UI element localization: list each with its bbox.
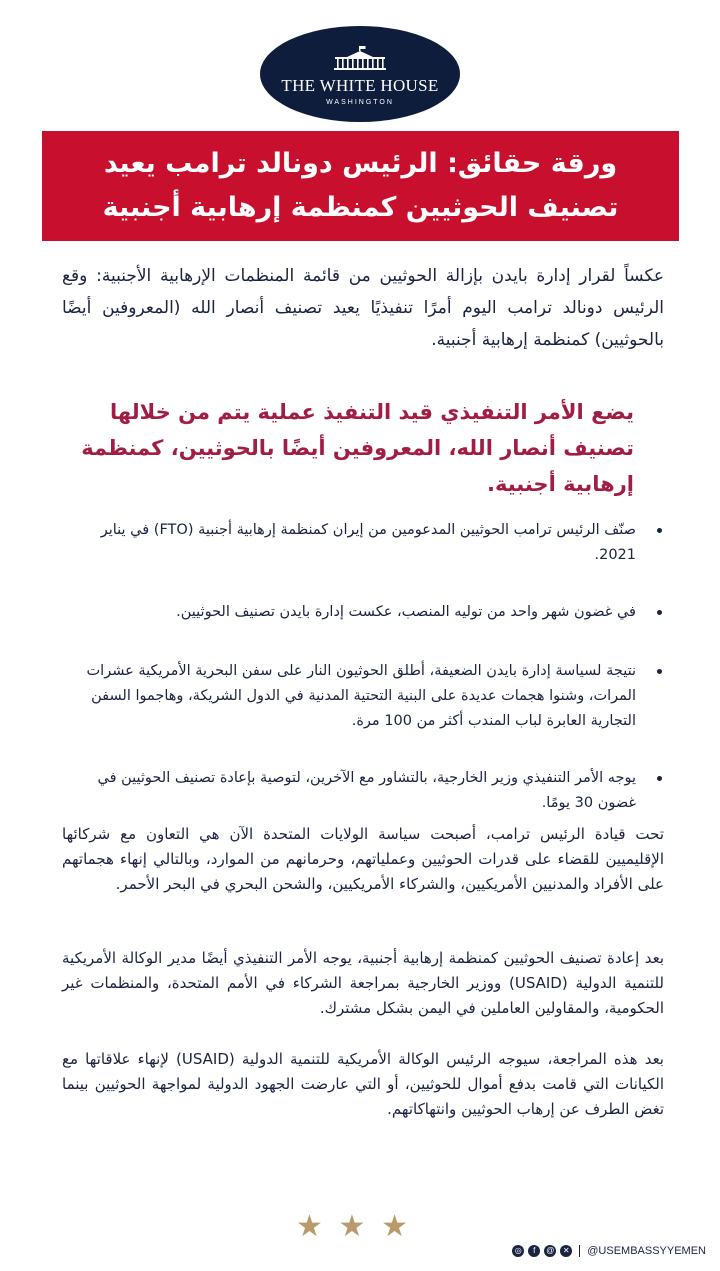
body-paragraph-review: بعد إعادة تصنيف الحوثيين كمنظمة إرهابية أجنبية، يوجه الأمر التنفيذي أيضًا مدير الوكالة الأمريكية للتنمية الدولية (USAID) ووزير الخارجية بمراجعة الشركاء في الأمم المتحدة، والمنظمات غير الحكومية، والمقاولين العاملين في اليمن بشكل مشترك. xyxy=(62,949,665,1017)
stars-decoration xyxy=(296,1209,408,1244)
list-item xyxy=(62,766,664,816)
instagram-icon[interactable]: ◎ xyxy=(512,1245,524,1257)
white-house-logo xyxy=(260,26,460,122)
star-icon: ★ xyxy=(296,1209,323,1244)
social-handle[interactable]: @USEMBASSYYEMEN xyxy=(587,1245,706,1257)
list-item-text: في غضون شهر واحد من توليه المنصب، عكست إدارة بايدن تصنيف الحوثيين. xyxy=(176,604,636,620)
bullet-icon xyxy=(657,776,662,781)
x-icon[interactable]: ✕ xyxy=(560,1245,572,1257)
logo-title: THE WHITE HOUSE xyxy=(281,76,439,95)
list-item-text: صنّف الرئيس ترامب الحوثيين المدعومين من إيران كمنظمة إرهابية أجنبية (FTO) في يناير 2021. xyxy=(100,522,636,563)
star-icon: ★ xyxy=(338,1209,366,1244)
list-item xyxy=(62,659,664,734)
star-icon: ★ xyxy=(381,1209,408,1244)
list-item-text: نتيجة لسياسة إدارة بايدن الضعيفة، أطلق الحوثيون النار على سفن البحرية الأمريكية عشرات المرات، وشنوا هجمات عديدة على البنية التحتية المدنية في الدول الشريكة، وهاجموا السفن التجارية العابرة لباب المندب أكثر من 100 مرة. xyxy=(86,663,636,729)
title-banner xyxy=(42,131,679,241)
white-house-building-icon xyxy=(333,46,387,70)
logo-subtitle: WASHINGTON xyxy=(326,99,394,106)
body-paragraph-policy: تحت قيادة الرئيس ترامب، أصبحت سياسة الولايات المتحدة الآن هي التعاون مع شركائها الإقليميين للقضاء على قدرات الحوثيين وعملياتهم، وحرمانهم من الموارد، وبالتالي إنهاء هجماتهم على الأفراد والمدنيين الأمريكيين، والشركاء الأمريكيين، والشحن البحري في البحر الأحمر. xyxy=(62,825,664,893)
fact-list xyxy=(62,518,664,816)
page-title: ورقة حقائق: الرئيس دونالد ترامب يعيد تصنيف الحوثيين كمنظمة إرهابية أجنبية xyxy=(102,148,619,223)
body-paragraph-usaid: بعد هذه المراجعة، سيوجه الرئيس الوكالة الأمريكية للتنمية الدولية (USAID) لإنهاء علاقاتها مع الكيانات التي قامت بدفع أموال للحوثيين، أو التي عارضت الجهود الدولية لمواجهة الحوثيين بينما تغض الطرف عن إرهاب الحوثيين وانتهاكاتهم. xyxy=(62,1050,664,1118)
social-footer xyxy=(512,1242,706,1260)
intro-paragraph: عكساً لقرار إدارة بايدن بإزالة الحوثيين من قائمة المنظمات الإرهابية الأجنبية: وقع الرئيس دونالد ترامب اليوم أمرًا تنفيذيًا يعيد تصنيف أنصار الله (المعروفين أيضًا بالحوثيين) كمنظمة إرهابية أجنبية. xyxy=(62,266,664,350)
bullet-icon xyxy=(657,528,662,533)
facebook-icon[interactable]: f xyxy=(528,1245,540,1257)
footer-divider xyxy=(579,1245,580,1257)
list-item xyxy=(62,600,664,625)
list-item xyxy=(62,518,664,568)
highlight-statement: يضع الأمر التنفيذي قيد التنفيذ عملية يتم من خلالها تصنيف أنصار الله، المعروفين أيضًا بالحوثيين، كمنظمة إرهابية أجنبية. xyxy=(81,400,634,496)
bullet-icon xyxy=(657,669,662,674)
list-item-text: يوجه الأمر التنفيذي وزير الخارجية، بالتشاور مع الآخرين، لتوصية بإعادة تصنيف الحوثيين في غضون 30 يومًا. xyxy=(97,770,636,811)
threads-icon[interactable]: @ xyxy=(546,1246,555,1255)
bullet-icon xyxy=(657,610,662,615)
